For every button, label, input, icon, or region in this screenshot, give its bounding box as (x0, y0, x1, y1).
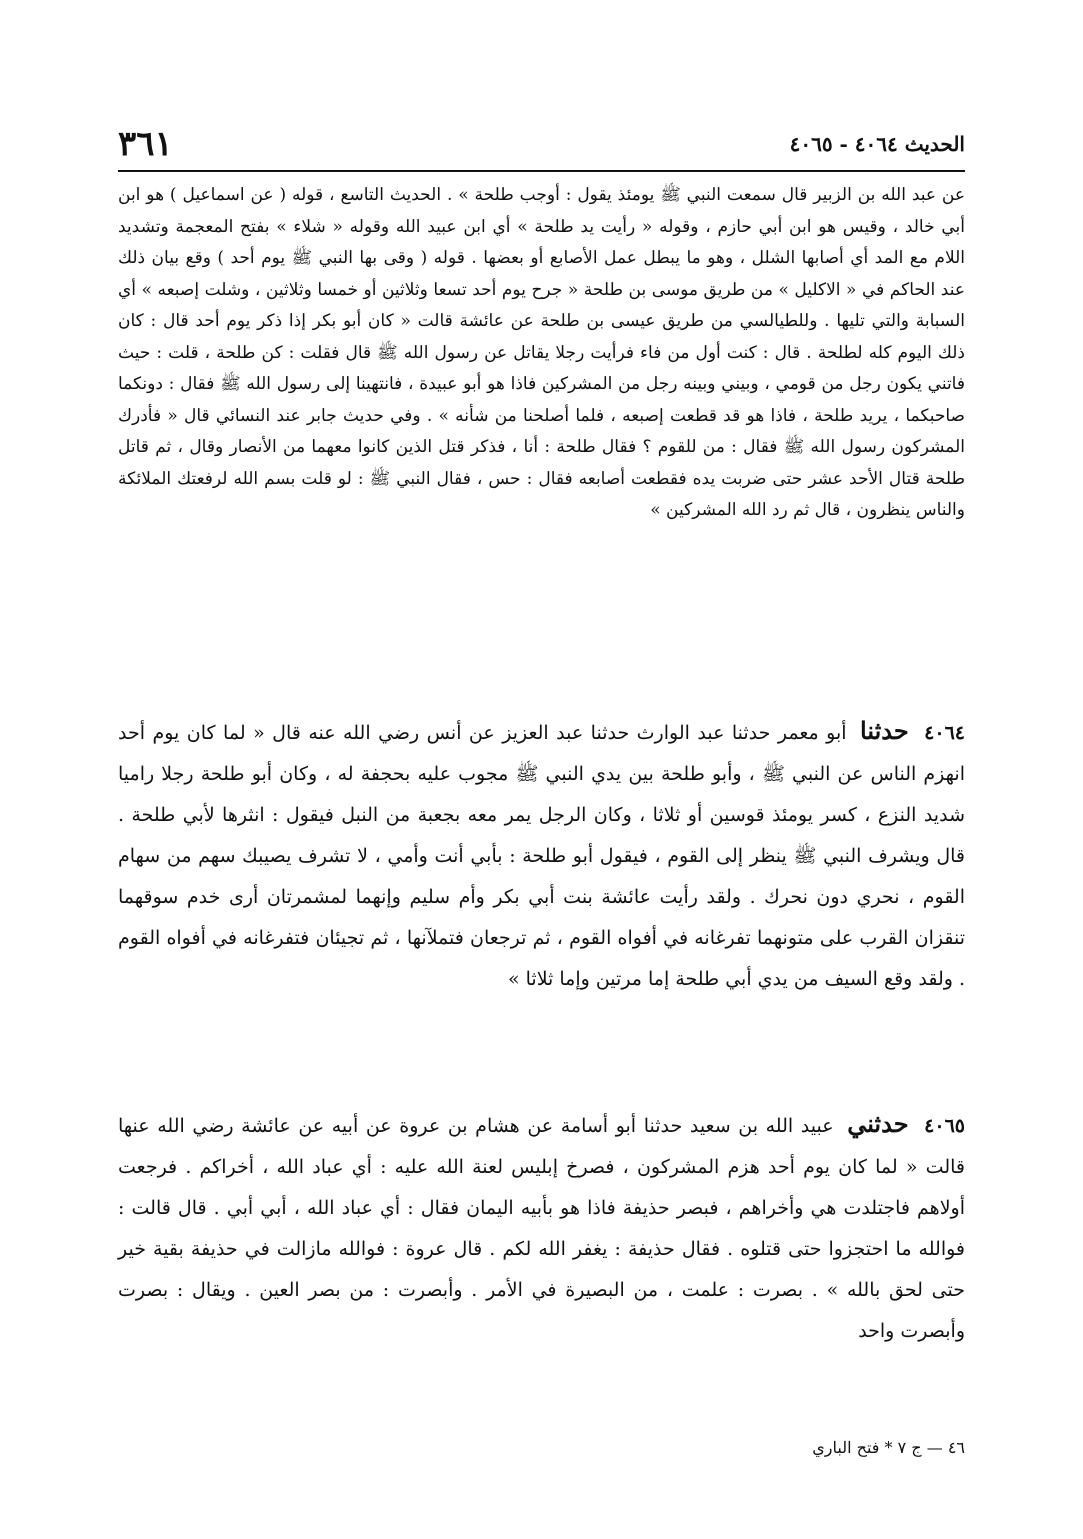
commentary-text: عن عبد الله بن الزبير قال سمعت النبي ﷺ يومئذ يقول : أوجب طلحة » . الحديث التاسع ، قوله ( عن اسماعيل ) هو ابن أبي خالد ، وقيس هو ابن أبي حازم ، وقوله « رأيت يد طلحة » أي ابن عبيد الله وقوله « شلاء » بفتح المعجمة وتشديد اللام مع المد أي أصابها الشلل ، وهو ما يبطل عمل الأصابع أو بعضها . قوله ( وقى بها النبي ﷺ يوم أحد ) وقع بيان ذلك عند الحاكم في « الاكليل » من طريق موسى بن طلحة « جرح يوم أحد تسعا وثلاثين أو خمسا وثلاثين ، وشلت إصبعه » أي السبابة والتي تليها . وللطيالسي من طريق عيسى بن طلحة عن عائشة قالت « كان أبو بكر إذا ذكر يوم أحد قال : كان ذلك اليوم كله لطلحة . قال : كنت أول من فاء فرأيت رجلا يقاتل عن رسول الله ﷺ قال فقلت : كن طلحة ، قلت : حيث فاتني يكون رجل من قومي ، وبيني وبينه رجل من المشركين فاذا هو أبو عبيدة ، فانتهينا إلى رسول الله ﷺ فقال : دونكما صاحبكما ، يريد طلحة ، فاذا هو قد قطعت إصبعه ، فلما أصلحنا من شأنه » . وفي حديث جابر عند النسائي قال « فأدرك المشركون رسول الله ﷺ فقال : من للقوم ؟ فقال طلحة : أنا ، فذكر قتل الذين كانوا معهما من الأنصار وقال ، ثم قاتل طلحة قتال الأحد عشر حتى ضربت يده فقطعت أصابعه فقال : حس ، فقال النبي ﷺ : لو قلت بسم الله لرفعتك الملائكة والناس ينظرون ، قال ثم رد الله المشركين » (118, 185, 965, 520)
hadith-number: ٤٠٦٤ (924, 722, 965, 744)
hadith-text: أبو معمر حدثنا عبد الوارث حدثنا عبد العزيز عن أنس رضي الله عنه قال « لما كان يوم أحد انهزم الناس عن النبي ﷺ ، وأبو طلحة بين يدي النبي ﷺ مجوب عليه بحجفة له ، وكان أبو طلحة رجلا راميا شديد النزع ، كسر يومئذ قوسين أو ثلاثا ، وكان الرجل يمر معه بجعبة من النبل فيقول : انثرها لأبي طلحة . قال ويشرف النبي ﷺ ينظر إلى القوم ، فيقول أبو طلحة : بأبي أنت وأمي ، لا تشرف يصيبك سهم من سهام القوم ، نحري دون نحرك . ولقد رأيت عائشة بنت أبي بكر وأم سليم وإنهما لمشمرتان أرى خدم سوقهما تنقزان القرب على متونهما تفرغانه في أفواه القوم ، ثم ترجعان فتملآنها ، ثم تجيئان فتفرغانه في أفواه القوم . ولقد وقع السيف من يدي أبي طلحة إما مرتين وإما ثلاثا » (118, 722, 966, 990)
page-number: ٣٦١ (118, 124, 173, 164)
hadith-number: ٤٠٦٥ (924, 1115, 965, 1137)
hadith-4065 (118, 1103, 965, 1352)
footer-signature: ٤٦ — ج ٧ * فتح الباري (812, 1438, 965, 1457)
hadith-text: عبيد الله بن سعيد حدثنا أبو أسامة عن هشام بن عروة عن أبيه عن عائشة رضي الله عنها قالت « لما كان يوم أحد هزم المشركون ، فصرخ إبليس لعنة الله عليه : أي عباد الله ، أخراكم . فرجعت أولاهم فاجتلدت هي وأخراهم ، فبصر حذيفة فاذا هو بأبيه اليمان فقال : أي عباد الله ، أبي أبي . قال قالت : فوالله ما احتجزوا حتى قتلوه . فقال حذيفة : يغفر الله لكم . قال عروة : فوالله مازالت في حذيفة بقية خير حتى لحق بالله » . بصرت : علمت ، من البصيرة في الأمر . وأبصرت : من بصر العين . ويقال : بصرت وأبصرت واحد (118, 1115, 965, 1342)
hadith-marker: حدثني (847, 1109, 909, 1138)
hadith-marker: حدثنا (860, 716, 909, 745)
hadith-4064 (118, 710, 965, 1000)
running-head: الحديث ٤٠٦٤ - ٤٠٦٥ (789, 132, 965, 156)
header-divider (118, 170, 965, 172)
page-header (118, 122, 965, 166)
commentary-block (118, 180, 965, 527)
